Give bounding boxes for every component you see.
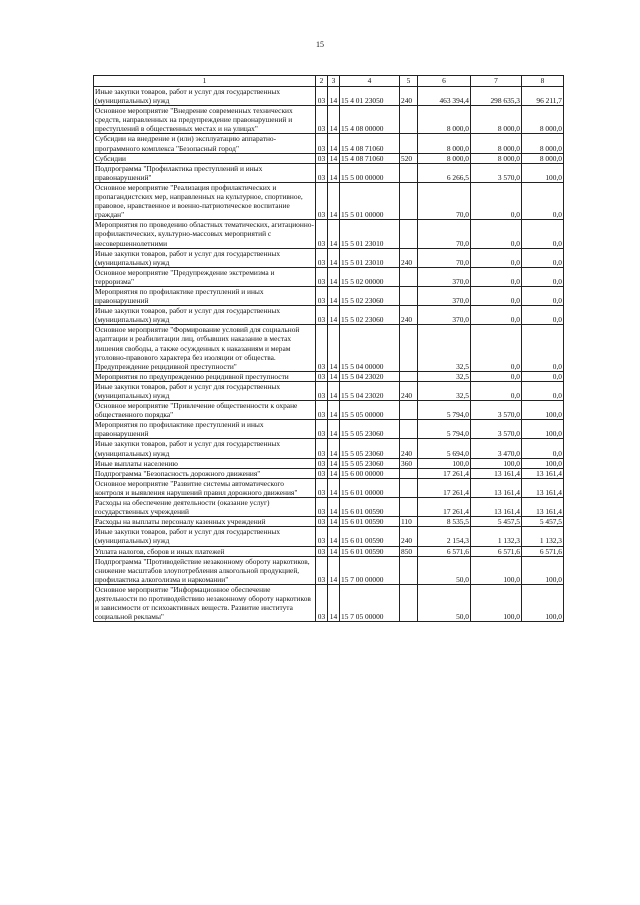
row-expense-type <box>400 134 418 153</box>
row-target-article: 15 7 05 00000 <box>340 584 400 621</box>
table-row <box>94 401 564 420</box>
row-gr-code: 03 <box>316 498 328 517</box>
row-target-article: 15 5 04 23020 <box>340 381 400 400</box>
row-value-col7: 298 635,3 <box>471 87 522 106</box>
row-target-article: 15 6 00 00000 <box>340 468 400 478</box>
table-row <box>94 439 564 458</box>
row-expense-type <box>400 498 418 517</box>
row-gr-code: 03 <box>316 439 328 458</box>
row-value-col6: 32,5 <box>418 371 471 381</box>
table-row <box>94 468 564 478</box>
row-name: Основное мероприятие "Предупреждение экстремизма и терроризма" <box>94 267 316 286</box>
row-name: Основное мероприятие "Формирование условий для социальной адаптации и реабилитации лиц, отбывших наказание в местах лишения свободы, а также осужденных к наказаниям и мерам уголовно-правового характера без изоляции от общества. Предупреждение рецидивной преступности" <box>94 325 316 371</box>
row-name: Основное мероприятие "Реализация профилактических и пропагандистских мер, направленных на культурное, спортивное, правовое, нравственное и военно-патриотическое воспитание граждан" <box>94 182 316 219</box>
row-rz-code: 14 <box>328 182 340 219</box>
row-expense-type: 520 <box>400 153 418 163</box>
row-expense-type: 240 <box>400 87 418 106</box>
row-name: Мероприятия по профилактике преступлений и иных правонарушений <box>94 286 316 305</box>
row-name: Подпрограмма "Профилактика преступлений и иных правонарушений" <box>94 163 316 182</box>
row-value-col8: 0,0 <box>522 267 564 286</box>
row-name: Основное мероприятие "Внедрение современных технических средств, направленных на предупреждение правонарушений и преступлений в общественных местах и на улицах" <box>94 106 316 134</box>
header-cell: 7 <box>471 76 522 87</box>
row-name: Уплата налогов, сборов и иных платежей <box>94 546 316 556</box>
row-rz-code: 14 <box>328 371 340 381</box>
row-rz-code: 14 <box>328 517 340 527</box>
row-gr-code: 03 <box>316 371 328 381</box>
row-value-col6: 5 694,0 <box>418 439 471 458</box>
table-row <box>94 527 564 546</box>
row-name: Субсидии <box>94 153 316 163</box>
row-value-col7: 100,0 <box>471 458 522 468</box>
row-value-col8: 96 211,7 <box>522 87 564 106</box>
row-value-col8: 8 000,0 <box>522 106 564 134</box>
row-expense-type <box>400 584 418 621</box>
row-gr-code: 03 <box>316 248 328 267</box>
row-gr-code: 03 <box>316 306 328 325</box>
row-target-article: 15 6 01 00590 <box>340 517 400 527</box>
row-rz-code: 14 <box>328 381 340 400</box>
row-gr-code: 03 <box>316 381 328 400</box>
row-expense-type: 240 <box>400 381 418 400</box>
row-target-article: 15 5 01 23010 <box>340 220 400 248</box>
row-target-article: 15 5 02 00000 <box>340 267 400 286</box>
row-target-article: 15 4 08 71060 <box>340 134 400 153</box>
row-value-col6: 370,0 <box>418 286 471 305</box>
row-name: Основное мероприятие "Развитие системы автоматического контроля и выявления нарушений правил дорожного движения" <box>94 478 316 497</box>
header-row <box>94 76 564 87</box>
row-target-article: 15 5 02 23060 <box>340 306 400 325</box>
row-gr-code: 03 <box>316 401 328 420</box>
row-value-col7: 6 571,6 <box>471 546 522 556</box>
page-number: 15 <box>316 40 324 49</box>
row-value-col8: 0,0 <box>522 182 564 219</box>
row-value-col6: 17 261,4 <box>418 478 471 497</box>
row-value-col8: 0,0 <box>522 325 564 371</box>
row-target-article: 15 6 01 00590 <box>340 546 400 556</box>
row-value-col7: 8 000,0 <box>471 134 522 153</box>
row-value-col6: 370,0 <box>418 306 471 325</box>
row-gr-code: 03 <box>316 220 328 248</box>
table-row <box>94 163 564 182</box>
row-rz-code: 14 <box>328 458 340 468</box>
budget-table <box>93 75 564 622</box>
row-gr-code: 03 <box>316 325 328 371</box>
row-value-col7: 0,0 <box>471 381 522 400</box>
row-expense-type: 240 <box>400 248 418 267</box>
row-value-col6: 8 000,0 <box>418 134 471 153</box>
row-value-col8: 100,0 <box>522 556 564 584</box>
row-value-col6: 8 535,5 <box>418 517 471 527</box>
row-expense-type <box>400 556 418 584</box>
row-expense-type: 360 <box>400 458 418 468</box>
row-target-article: 15 5 01 23010 <box>340 248 400 267</box>
row-value-col6: 5 794,0 <box>418 401 471 420</box>
row-value-col8: 8 000,0 <box>522 134 564 153</box>
row-gr-code: 03 <box>316 584 328 621</box>
row-name: Иные закупки товаров, работ и услуг для государственных (муниципальных) нужд <box>94 381 316 400</box>
row-value-col8: 100,0 <box>522 401 564 420</box>
row-value-col6: 32,5 <box>418 381 471 400</box>
row-rz-code: 14 <box>328 87 340 106</box>
row-expense-type <box>400 478 418 497</box>
row-value-col7: 3 570,0 <box>471 401 522 420</box>
row-value-col7: 100,0 <box>471 584 522 621</box>
row-rz-code: 14 <box>328 220 340 248</box>
row-value-col6: 17 261,4 <box>418 468 471 478</box>
row-value-col8: 0,0 <box>522 371 564 381</box>
row-expense-type <box>400 267 418 286</box>
row-target-article: 15 6 01 00000 <box>340 478 400 497</box>
row-value-col6: 370,0 <box>418 267 471 286</box>
header-cell: 6 <box>418 76 471 87</box>
row-gr-code: 03 <box>316 420 328 439</box>
row-rz-code: 14 <box>328 134 340 153</box>
row-value-col7: 100,0 <box>471 556 522 584</box>
row-gr-code: 03 <box>316 267 328 286</box>
row-name: Мероприятия по предупреждению рецидивной преступности <box>94 371 316 381</box>
row-expense-type: 240 <box>400 527 418 546</box>
row-gr-code: 03 <box>316 556 328 584</box>
row-value-col7: 0,0 <box>471 306 522 325</box>
table-row <box>94 220 564 248</box>
row-value-col6: 70,0 <box>418 248 471 267</box>
row-value-col7: 1 132,3 <box>471 527 522 546</box>
header-cell: 3 <box>328 76 340 87</box>
row-name: Иные закупки товаров, работ и услуг для государственных (муниципальных) нужд <box>94 87 316 106</box>
row-value-col6: 70,0 <box>418 182 471 219</box>
row-gr-code: 03 <box>316 182 328 219</box>
row-expense-type: 240 <box>400 306 418 325</box>
table-row <box>94 87 564 106</box>
table-row <box>94 153 564 163</box>
row-value-col8: 100,0 <box>522 458 564 468</box>
row-gr-code: 03 <box>316 546 328 556</box>
row-gr-code: 03 <box>316 153 328 163</box>
row-target-article: 15 5 05 23060 <box>340 439 400 458</box>
row-gr-code: 03 <box>316 517 328 527</box>
table-row <box>94 517 564 527</box>
row-expense-type <box>400 468 418 478</box>
row-rz-code: 14 <box>328 439 340 458</box>
row-target-article: 15 5 04 00000 <box>340 325 400 371</box>
row-value-col7: 3 570,0 <box>471 420 522 439</box>
table-row <box>94 478 564 497</box>
row-value-col7: 0,0 <box>471 371 522 381</box>
row-target-article: 15 5 05 23060 <box>340 420 400 439</box>
table-row <box>94 381 564 400</box>
row-name: Расходы на обеспечение деятельности (оказание услуг) государственных учреждений <box>94 498 316 517</box>
row-gr-code: 03 <box>316 478 328 497</box>
header-cell: 8 <box>522 76 564 87</box>
table-row <box>94 182 564 219</box>
row-name: Мероприятия по профилактике преступлений и иных правонарушений <box>94 420 316 439</box>
row-expense-type <box>400 220 418 248</box>
row-value-col7: 13 161,4 <box>471 478 522 497</box>
row-expense-type <box>400 163 418 182</box>
table-row <box>94 371 564 381</box>
row-rz-code: 14 <box>328 267 340 286</box>
row-rz-code: 14 <box>328 527 340 546</box>
row-value-col8: 0,0 <box>522 306 564 325</box>
row-gr-code: 03 <box>316 458 328 468</box>
row-expense-type: 240 <box>400 439 418 458</box>
row-name: Подпрограмма "Безопасность дорожного движения" <box>94 468 316 478</box>
row-value-col8: 0,0 <box>522 286 564 305</box>
row-value-col8: 0,0 <box>522 381 564 400</box>
table-row <box>94 325 564 371</box>
table-row <box>94 134 564 153</box>
row-rz-code: 14 <box>328 286 340 305</box>
row-value-col8: 13 161,4 <box>522 478 564 497</box>
row-value-col8: 5 457,5 <box>522 517 564 527</box>
row-expense-type <box>400 182 418 219</box>
header-cell: 2 <box>316 76 328 87</box>
row-expense-type <box>400 286 418 305</box>
row-value-col8: 100,0 <box>522 420 564 439</box>
table-row <box>94 267 564 286</box>
row-value-col7: 0,0 <box>471 286 522 305</box>
row-name: Мероприятия по проведению областных тематических, агитационно-профилактических, культурно-массовых мероприятий с несовершеннолетними <box>95 220 314 248</box>
header-cell: 4 <box>340 76 400 87</box>
row-rz-code: 14 <box>328 420 340 439</box>
row-value-col7: 13 161,4 <box>471 498 522 517</box>
header-cell: 5 <box>400 76 418 87</box>
row-name: Расходы на выплаты персоналу казенных учреждений <box>94 517 316 527</box>
table-row <box>94 458 564 468</box>
row-name: Подпрограмма "Противодействие незаконному обороту наркотиков, снижение масштабов злоупотребления алкогольной продукцией, профилактика алкоголизма и наркомании" <box>94 556 316 584</box>
row-value-col8: 0,0 <box>522 248 564 267</box>
row-name: Иные закупки товаров, работ и услуг для государственных (муниципальных) нужд <box>94 306 316 325</box>
row-rz-code: 14 <box>328 498 340 517</box>
row-value-col6: 50,0 <box>418 556 471 584</box>
row-expense-type <box>400 371 418 381</box>
row-value-col7: 0,0 <box>471 325 522 371</box>
row-gr-code: 03 <box>316 468 328 478</box>
row-value-col8: 1 132,3 <box>522 527 564 546</box>
row-value-col8: 6 571,6 <box>522 546 564 556</box>
row-value-col6: 463 394,4 <box>418 87 471 106</box>
row-rz-code: 14 <box>328 584 340 621</box>
row-target-article: 15 5 05 23060 <box>340 458 400 468</box>
row-expense-type <box>400 401 418 420</box>
row-expense-type <box>400 325 418 371</box>
header-cell: 1 <box>94 76 316 87</box>
table-row <box>94 286 564 305</box>
row-target-article: 15 4 08 00000 <box>340 106 400 134</box>
row-value-col8: 8 000,0 <box>522 153 564 163</box>
row-value-col7: 0,0 <box>471 248 522 267</box>
row-value-col6: 8 000,0 <box>418 153 471 163</box>
row-rz-code: 14 <box>328 248 340 267</box>
row-value-col8: 13 161,4 <box>522 468 564 478</box>
row-target-article: 15 6 01 00590 <box>340 498 400 517</box>
row-target-article: 15 6 01 00590 <box>340 527 400 546</box>
table-row <box>94 106 564 134</box>
row-value-col7: 3 570,0 <box>471 163 522 182</box>
row-value-col7: 13 161,4 <box>471 468 522 478</box>
row-rz-code: 14 <box>328 468 340 478</box>
row-expense-type: 110 <box>400 517 418 527</box>
row-name: Иные закупки товаров, работ и услуг для государственных (муниципальных) нужд <box>94 248 316 267</box>
table-row <box>94 546 564 556</box>
row-target-article: 15 7 00 00000 <box>340 556 400 584</box>
row-rz-code: 14 <box>328 306 340 325</box>
row-value-col7: 0,0 <box>471 267 522 286</box>
row-value-col8: 0,0 <box>522 439 564 458</box>
row-value-col6: 2 154,3 <box>418 527 471 546</box>
row-rz-code: 14 <box>328 401 340 420</box>
row-gr-code: 03 <box>316 87 328 106</box>
row-name: Иные закупки товаров, работ и услуг для государственных (муниципальных) нужд <box>94 439 316 458</box>
row-value-col6: 17 261,4 <box>418 498 471 517</box>
table-row <box>94 306 564 325</box>
row-gr-code: 03 <box>316 163 328 182</box>
row-gr-code: 03 <box>316 106 328 134</box>
row-gr-code: 03 <box>316 134 328 153</box>
row-value-col7: 8 000,0 <box>471 106 522 134</box>
table-row <box>94 556 564 584</box>
row-value-col7: 3 470,0 <box>471 439 522 458</box>
row-gr-code: 03 <box>316 286 328 305</box>
table-row <box>94 498 564 517</box>
row-rz-code: 14 <box>328 556 340 584</box>
row-rz-code: 14 <box>328 163 340 182</box>
row-target-article: 15 5 01 00000 <box>340 182 400 219</box>
row-gr-code: 03 <box>316 527 328 546</box>
table-row <box>94 584 564 621</box>
row-expense-type: 850 <box>400 546 418 556</box>
row-expense-type <box>400 106 418 134</box>
row-target-article: 15 5 02 23060 <box>340 286 400 305</box>
row-value-col6: 8 000,0 <box>418 106 471 134</box>
row-name: Субсидии на внедрение и (или) эксплуатацию аппаратно-программного комплекса "Безопасный город" <box>94 134 316 153</box>
table-row <box>94 420 564 439</box>
row-value-col6: 50,0 <box>418 584 471 621</box>
row-value-col8: 100,0 <box>522 163 564 182</box>
row-value-col7: 0,0 <box>471 182 522 219</box>
row-value-col6: 100,0 <box>418 458 471 468</box>
row-value-col6: 6 266,5 <box>418 163 471 182</box>
table-row <box>94 248 564 267</box>
row-rz-code: 14 <box>328 153 340 163</box>
row-rz-code: 14 <box>328 106 340 134</box>
row-value-col7: 0,0 <box>471 220 522 248</box>
row-value-col8: 13 161,4 <box>522 498 564 517</box>
row-name: Основное мероприятие "Информационное обеспечение деятельности по противодействию незаконному обороту наркотиков и зависимости от психоактивных веществ. Развитие института социальной рекламы" <box>94 584 316 621</box>
row-target-article: 15 5 00 00000 <box>340 163 400 182</box>
row-target-article: 15 4 01 23050 <box>340 87 400 106</box>
row-value-col8: 0,0 <box>522 220 564 248</box>
row-rz-code: 14 <box>328 325 340 371</box>
row-target-article: 15 4 08 71060 <box>340 153 400 163</box>
row-name: Основное мероприятие "Привлечение общественности к охране общественного порядка" <box>94 401 316 420</box>
row-rz-code: 14 <box>328 478 340 497</box>
row-value-col6: 70,0 <box>418 220 471 248</box>
row-value-col6: 5 794,0 <box>418 420 471 439</box>
row-value-col8: 100,0 <box>522 584 564 621</box>
row-rz-code: 14 <box>328 546 340 556</box>
row-value-col7: 5 457,5 <box>471 517 522 527</box>
row-expense-type <box>400 420 418 439</box>
row-value-col7: 8 000,0 <box>471 153 522 163</box>
row-target-article: 15 5 05 00000 <box>340 401 400 420</box>
row-target-article: 15 5 04 23020 <box>340 371 400 381</box>
row-value-col6: 6 571,6 <box>418 546 471 556</box>
row-name: Иные выплаты населению <box>94 458 316 468</box>
row-value-col6: 32,5 <box>418 325 471 371</box>
row-name: Иные закупки товаров, работ и услуг для государственных (муниципальных) нужд <box>94 527 316 546</box>
